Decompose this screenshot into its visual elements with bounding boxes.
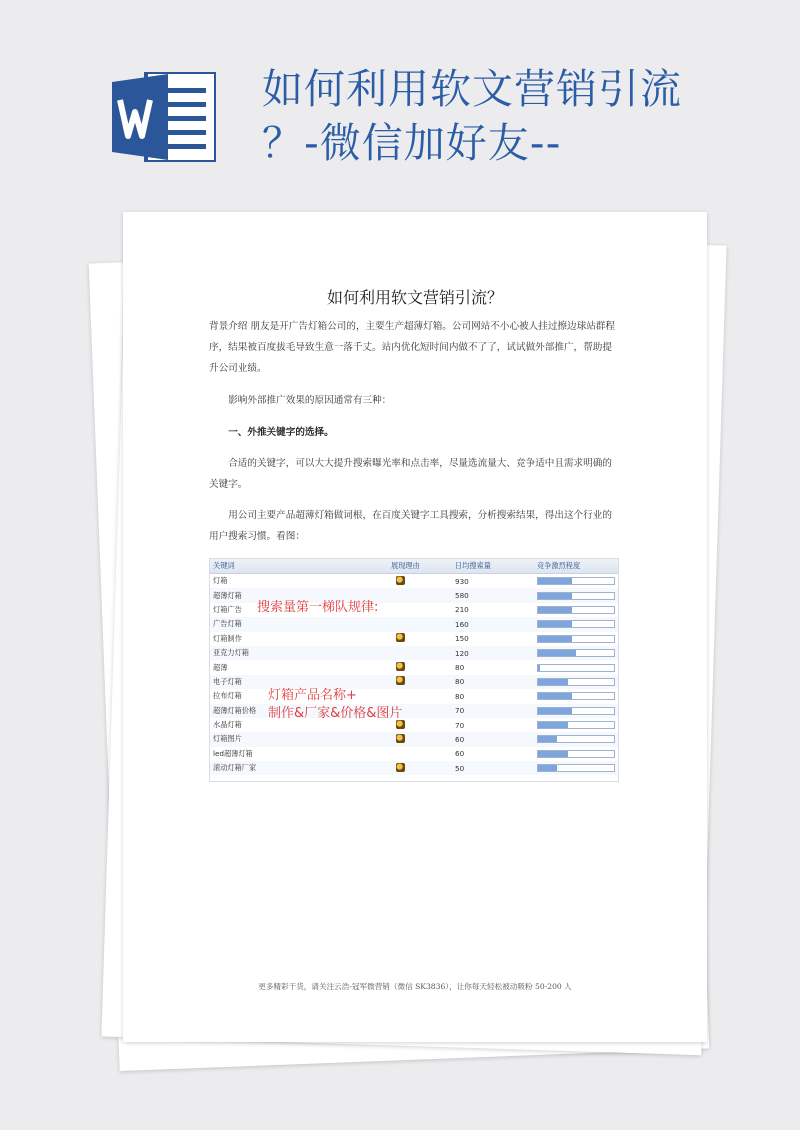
table-row: [210, 574, 618, 588]
keyword-cell: 拉布灯箱: [213, 691, 242, 701]
competition-cell: [537, 721, 618, 729]
header-competition: 竞争激烈程度: [537, 561, 581, 570]
volume-cell: 580: [455, 591, 469, 601]
reason-cell: [391, 662, 453, 673]
paragraph-method: 用公司主要产品超薄灯箱做词根，在百度关键字工具搜索，分析搜索结果，得出这个行业的用户搜索习惯。看图：: [209, 510, 612, 542]
volume-cell: 70: [455, 720, 465, 730]
competition-bar-fill: [538, 751, 568, 757]
annotation-pattern: [268, 687, 402, 723]
keyword-cell: led超薄灯箱: [213, 748, 253, 758]
header-volume: 日均搜索量: [455, 561, 491, 570]
paragraph-reasons: 影响外部推广效果的原因通常有三种：: [228, 395, 392, 406]
competition-bar: [537, 592, 615, 600]
table-row: [210, 632, 618, 646]
competition-cell: [537, 592, 618, 600]
competition-cell: [537, 750, 618, 758]
volume-cell: 930: [455, 576, 469, 586]
competition-cell: [537, 678, 618, 686]
annotation-tier-one: 搜索量第一梯队规律:: [257, 600, 379, 615]
competition-bar-fill: [538, 621, 572, 627]
keyword-cell: 灯箱图片: [213, 734, 242, 744]
reason-icon: [396, 662, 405, 671]
reason-cell: [391, 676, 453, 687]
volume-cell: 210: [455, 605, 469, 615]
competition-bar: [537, 606, 615, 614]
reason-icon: [396, 633, 405, 642]
document-page: [123, 212, 707, 1042]
keyword-cell: 灯箱制作: [213, 633, 242, 643]
volume-cell: 80: [455, 691, 465, 701]
section-heading: 一、外推关键字的选择。: [228, 427, 334, 438]
competition-bar: [537, 664, 615, 672]
keyword-cell: 灯箱: [213, 576, 228, 586]
volume-cell: 80: [455, 663, 465, 673]
competition-bar: [537, 707, 615, 715]
competition-bar: [537, 577, 615, 585]
competition-cell: [537, 692, 618, 700]
paragraph-background: 背景介绍 朋友是开广告灯箱公司的，主要生产超薄灯箱。公司网站不小心被人挂过擦边球站群程序，结果被百度拔毛导致生意一落千丈。站内优化短时间内做不了了，试试做外部推广，帮助提升公司业绩。: [209, 321, 615, 374]
competition-bar: [537, 649, 615, 657]
document-title: 如何利用软文营销引流？: [326, 288, 503, 307]
volume-cell: 50: [455, 763, 465, 773]
competition-bar: [537, 750, 615, 758]
table-row: [210, 617, 618, 631]
word-logo-icon: [112, 72, 216, 162]
reason-icon: [396, 676, 405, 685]
volume-cell: 60: [455, 749, 465, 759]
banner-title-line2: ？-微信加好友--: [262, 119, 562, 167]
competition-bar-fill: [538, 607, 572, 613]
volume-cell: 160: [455, 619, 469, 629]
keyword-cell: 灯箱广告: [213, 604, 242, 614]
competition-cell: [537, 635, 618, 643]
reason-icon: [396, 576, 405, 585]
competition-cell: [537, 764, 618, 772]
volume-cell: 60: [455, 734, 465, 744]
competition-bar-fill: [538, 578, 572, 584]
keyword-cell: 广告灯箱: [213, 619, 242, 629]
volume-cell: 70: [455, 706, 465, 716]
competition-bar-fill: [538, 765, 557, 771]
competition-bar: [537, 635, 615, 643]
reason-cell: [391, 763, 453, 774]
competition-bar-fill: [538, 708, 572, 714]
competition-bar: [537, 721, 615, 729]
competition-cell: [537, 664, 618, 672]
competition-cell: [537, 735, 618, 743]
competition-bar-fill: [538, 736, 557, 742]
competition-bar: [537, 620, 615, 628]
banner-title-line1: 如何利用软文营销引流: [262, 65, 682, 113]
banner-title: [262, 62, 782, 170]
competition-bar-fill: [538, 650, 576, 656]
keyword-cell: 滚动灯箱厂家: [213, 763, 257, 773]
reason-cell: [391, 576, 453, 587]
competition-bar-fill: [538, 693, 572, 699]
header-reason: 展现理由: [391, 561, 420, 570]
competition-cell: [537, 620, 618, 628]
competition-cell: [537, 707, 618, 715]
keyword-cell: 亚克力灯箱: [213, 648, 249, 658]
table-row: [210, 660, 618, 674]
keyword-cell: 超薄灯箱价格: [213, 705, 257, 715]
annotation-pattern-line1: 灯箱产品名称+: [268, 688, 357, 703]
competition-bar: [537, 735, 615, 743]
competition-bar-fill: [538, 722, 568, 728]
competition-cell: [537, 606, 618, 614]
reason-cell: [391, 633, 453, 644]
keyword-cell: 水晶灯箱: [213, 720, 242, 730]
keyword-cell: 电子灯箱: [213, 676, 242, 686]
competition-cell: [537, 577, 618, 585]
competition-cell: [537, 649, 618, 657]
competition-bar-fill: [538, 665, 540, 671]
paragraph-keywords: 合适的关键字，可以大大提升搜索曝光率和点击率，尽量选流量大、竞争适中且需求明确的关键字。: [209, 458, 612, 490]
keyword-table: [209, 558, 619, 782]
keyword-cell: 超薄灯箱: [213, 590, 242, 600]
competition-bar: [537, 692, 615, 700]
reason-cell: [391, 734, 453, 745]
footer-note: 更多精彩干货，请关注云浩-冠军微营销（微信 SK3836），让你每天轻松被动吸粉 50-200 人: [258, 982, 572, 991]
table-row: [210, 761, 618, 775]
competition-bar-fill: [538, 593, 572, 599]
volume-cell: 150: [455, 634, 469, 644]
table-row: [210, 732, 618, 746]
competition-bar-fill: [538, 636, 572, 642]
reason-icon: [396, 734, 405, 743]
competition-bar-fill: [538, 679, 568, 685]
table-row: [210, 646, 618, 660]
reason-icon: [396, 763, 405, 772]
table-header: [210, 559, 618, 574]
volume-cell: 80: [455, 677, 465, 687]
volume-cell: 120: [455, 648, 469, 658]
competition-bar: [537, 764, 615, 772]
annotation-pattern-line2: 制作&厂家&价格&图片: [268, 706, 403, 721]
table-row: [210, 747, 618, 761]
competition-bar: [537, 678, 615, 686]
header-keyword: 关键词: [213, 561, 235, 570]
keyword-cell: 超薄: [213, 662, 228, 672]
